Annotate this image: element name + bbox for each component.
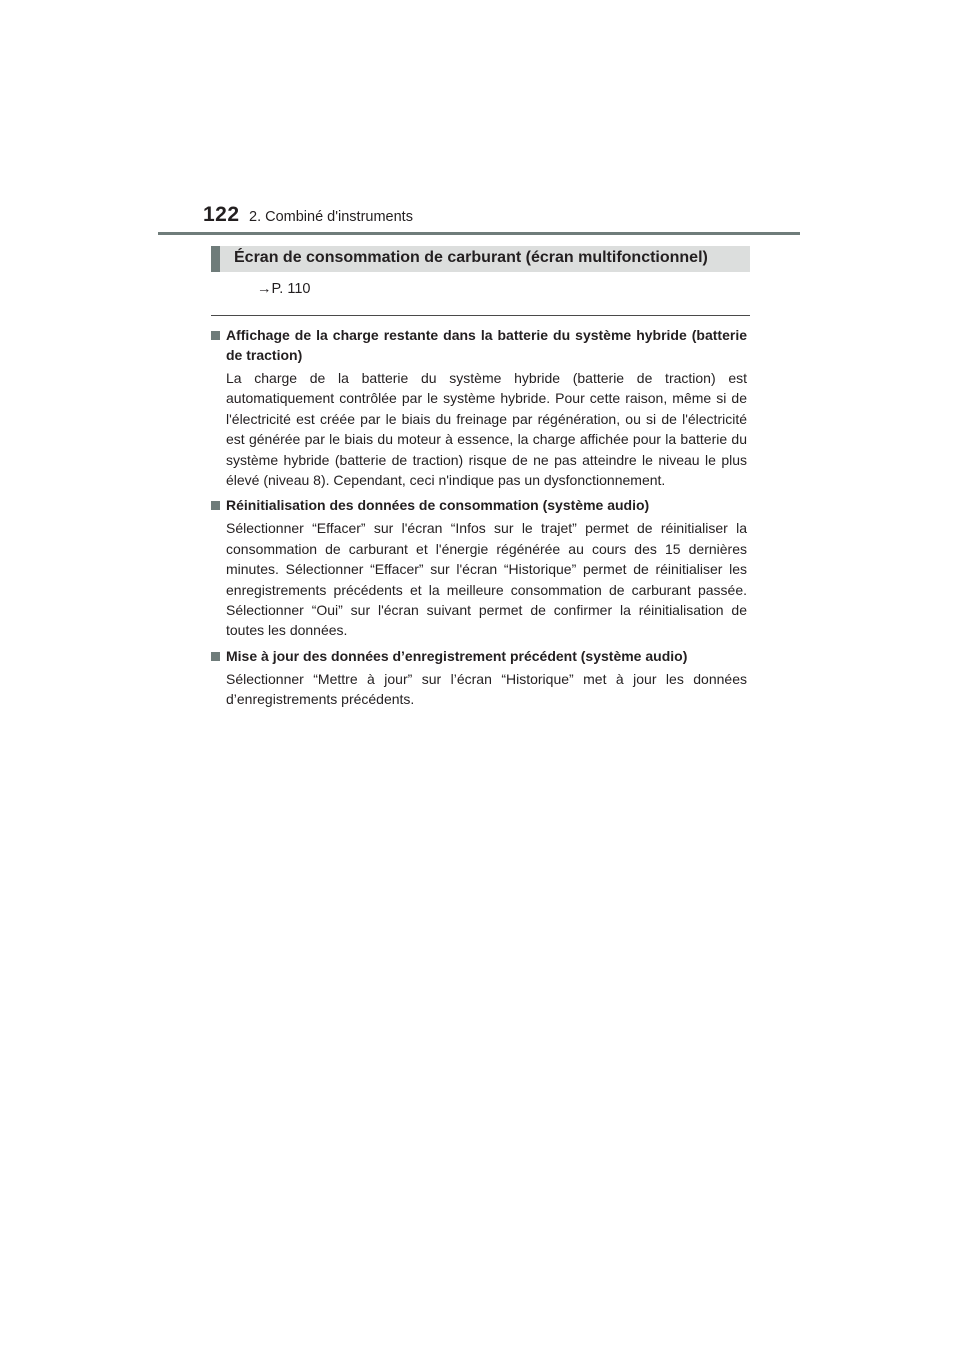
info-block-update-records: [211, 646, 747, 710]
section-divider: [211, 315, 750, 316]
block-body: La charge de la batterie du système hybride (batterie de traction) est automatiquement contrôlée par le système hybride. Pour cette raison, même si de l'électricité est créée par le biais du freinage par régénération, ou si de l'électricité est générée par le biais du moteur à essence, la charge affichée pour la batterie du système hybride (batterie de traction) risque de ne pas atteindre le niveau le plus élevé (niveau 8). Cependant, ceci n'indique pas un dysfonctionnement.: [226, 370, 747, 489]
chapter-title: 2. Combiné d'instruments: [249, 209, 413, 225]
page-reference-link[interactable]: →P. 110: [257, 281, 311, 297]
info-block-battery-charge: [211, 325, 747, 490]
section-title: Écran de consommation de carburant (écran multifonctionnel): [234, 249, 708, 266]
block-title-text: Affichage de la charge restante dans la batterie du système hybride (batterie de traction): [226, 327, 747, 363]
square-bullet-icon: [211, 652, 220, 661]
page-number: 122: [203, 203, 240, 226]
block-title-text: Réinitialisation des données de consommation (système audio): [226, 497, 650, 514]
header-rule: [158, 232, 800, 235]
section-header: [211, 246, 750, 272]
block-title: [211, 495, 747, 515]
square-bullet-icon: [211, 331, 220, 340]
block-title: [211, 325, 747, 365]
block-body: Sélectionner “Effacer” sur l'écran “Infos sur le trajet” permet de réinitialiser la consommation de carburant et l'énergie régénérée au cours des 15 dernières minutes. Sélectionner “Effacer” sur l'écran “Historique” permet de réinitialiser les enregistrements précédents et la meilleure consommation de carburant passée. Sélectionner “Oui” sur l'écran suivant permet de confirmer la réinitialisation de toutes les données.: [226, 520, 747, 639]
block-title: [211, 646, 747, 666]
block-body: Sélectionner “Mettre à jour” sur l’écran “Historique” met à jour les données d’enregistrements précédents.: [226, 670, 747, 708]
block-title-text: Mise à jour des données d’enregistrement précédent (système audio): [226, 647, 688, 664]
content: [211, 325, 747, 715]
info-block-reset-data: [211, 495, 747, 640]
square-bullet-icon: [211, 501, 220, 510]
